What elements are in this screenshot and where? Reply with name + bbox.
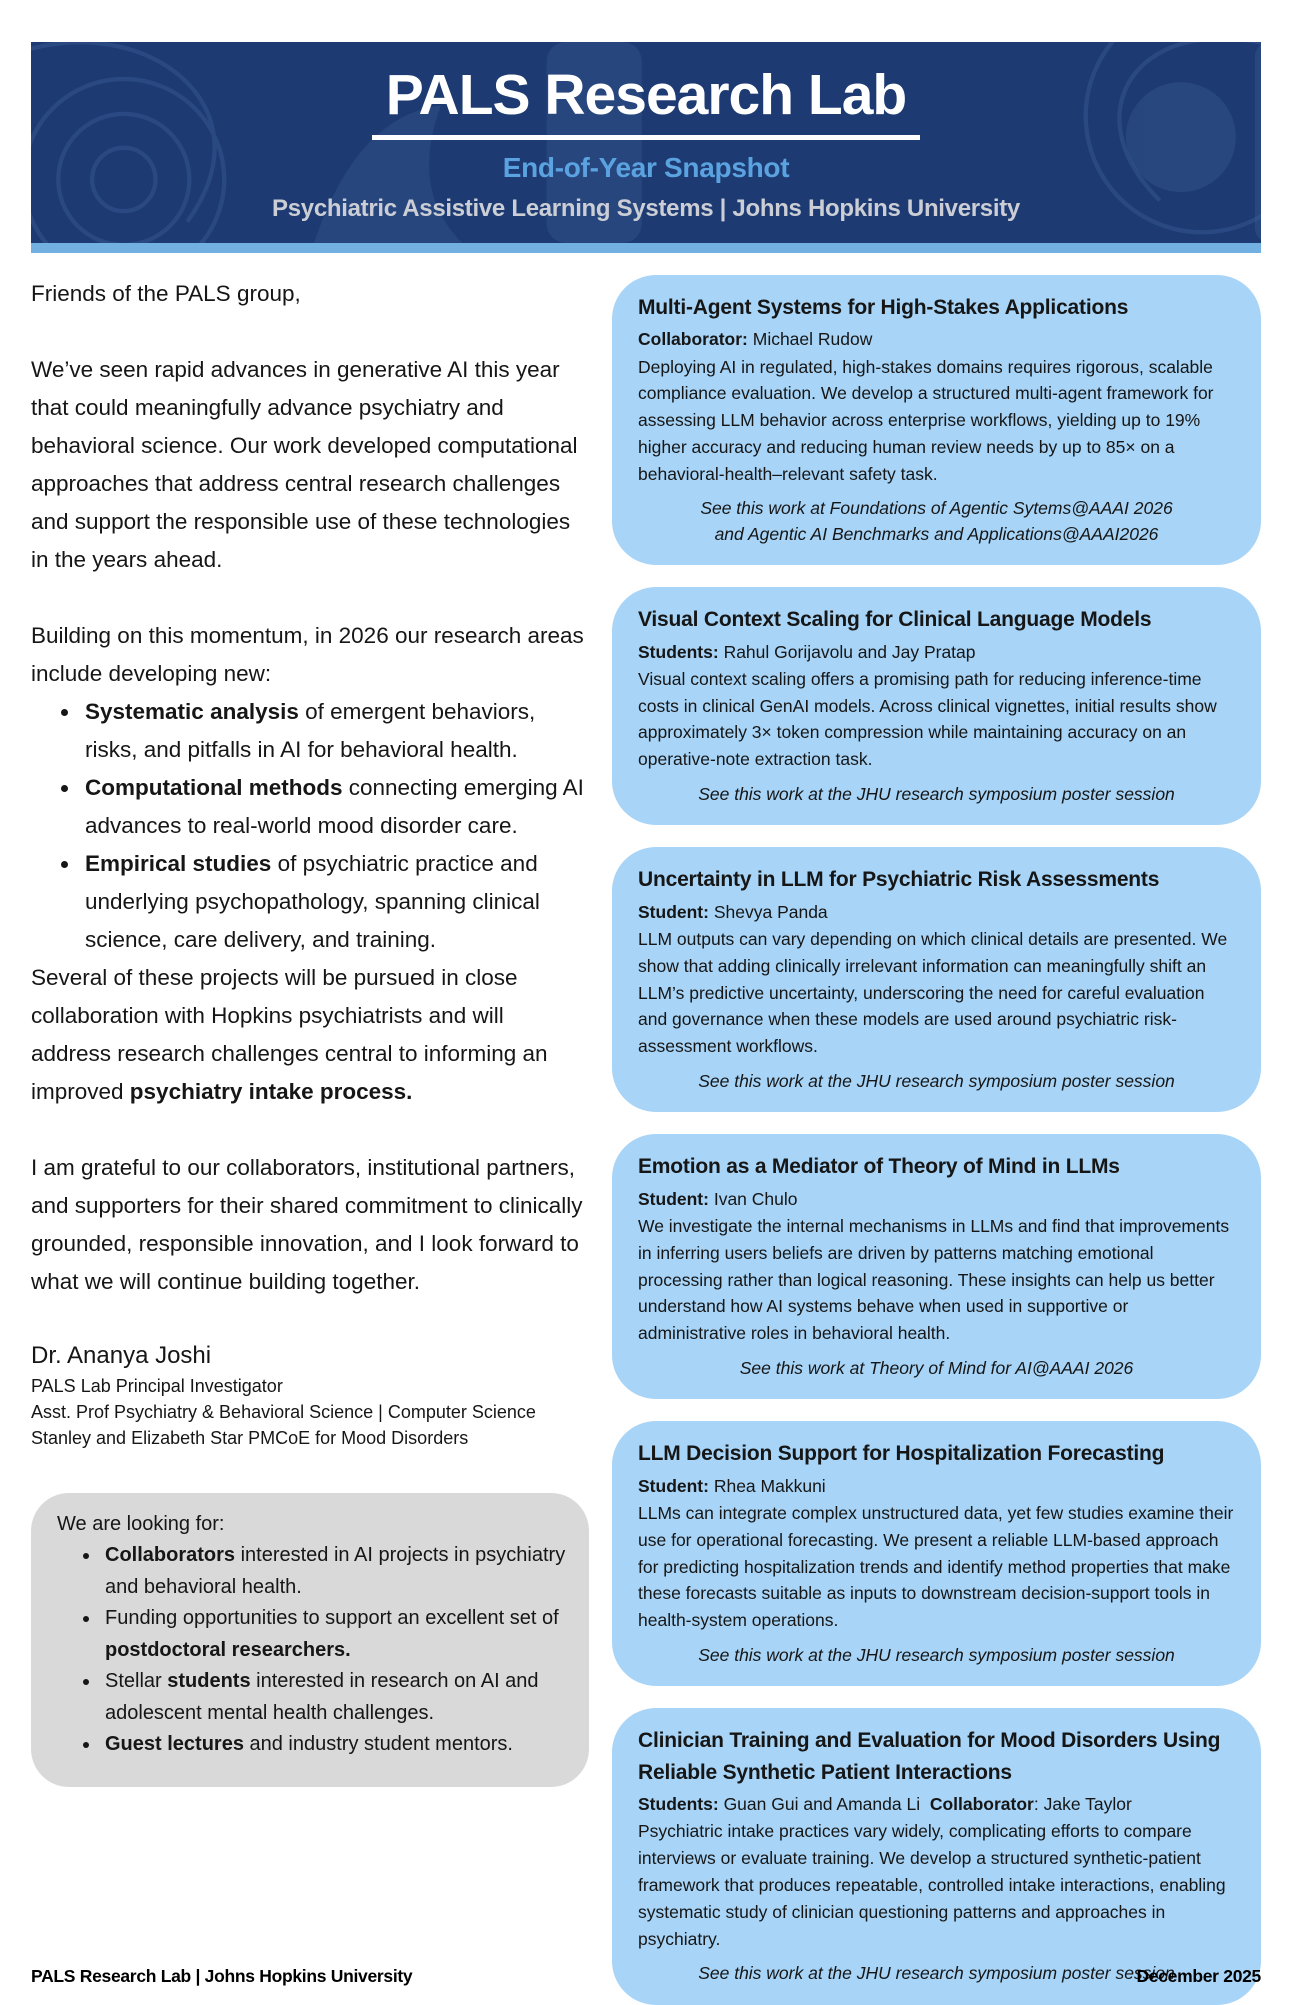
project-card <box>612 587 1261 825</box>
signature-name: Dr. Ananya Joshi <box>31 1341 212 1369</box>
footer-lab-name: PALS Research Lab | Johns Hopkins University <box>31 1966 413 1986</box>
letter-paragraph-collaboration: Several of these projects will be pursued in close collaboration with Hopkins psychiatrists and will address research challenges central to informing an improved psychiatry intake process. <box>31 964 548 1104</box>
letter-paragraph-intro: We’ve seen rapid advances in generative AI this year that could meaningfully advance psychiatry and behavioral science. Our work developed computational approaches that address central research challenges and support the responsible use of these technologies in the years ahead. <box>31 356 578 572</box>
looking-for-item: • Stellar students interested in research on AI and adolescent mental health challenges. <box>101 1666 567 1729</box>
edition-subtitle: End-of-Year Snapshot <box>502 151 790 183</box>
project-venue: See this work at Foundations of Agentic Sytems@AAAI 2026 and Agentic AI Benchmarks and Applications@AAAI2026 <box>700 498 1173 544</box>
project-venue: See this work at the JHU research symposium poster session <box>698 1644 1175 1665</box>
project-venue: See this work at the JHU research symposium poster session <box>698 1963 1175 1984</box>
accent-bar <box>31 243 1261 253</box>
footer-date: December 2025 <box>1136 1966 1261 1986</box>
project-summary: LLM outputs can vary depending on which clinical details are presented. We show that adding clinically irrelevant information can meaningfully shift an LLM’s predictive uncertainty, underscoring the need for careful evaluation and governance when these models are used around psychiatric risk-assessment workflows. <box>638 929 1228 1057</box>
project-people: Collaborator: Michael Rudow <box>638 329 873 350</box>
project-title: Visual Context Scaling for Clinical Language Models <box>638 608 1152 632</box>
project-summary: LLMs can integrate complex unstructured data, yet few studies examine their use for operational forecasting. We present a reliable LLM-based approach for predicting hospitalization trends and identify method properties that make these forecasts suitable as inputs to downstream decision-support tools in health-system operations. <box>638 1503 1234 1631</box>
signature-center: Stanley and Elizabeth Star PMCoE for Mood Disorders <box>31 1427 469 1448</box>
newsletter-header <box>31 42 1261 243</box>
research-area-item: • Computational methods connecting emerging AI advances to real-world mood disorder care. <box>81 769 587 845</box>
page-footer <box>31 1966 1261 1987</box>
project-venue: See this work at the JHU research symposium poster session <box>698 1070 1175 1091</box>
project-card <box>612 1134 1261 1399</box>
project-summary: We investigate the internal mechanisms in LLMs and find that improvements in inferring users beliefs are driven by patterns matching emotional processing rather than logical reasoning. These insights can help us better understand how AI systems behave when used in supportive or administrative roles in behavioral health. <box>638 1216 1230 1344</box>
lab-title: PALS Research Lab <box>372 66 920 140</box>
looking-for-heading: We are looking for: <box>57 1512 225 1535</box>
project-venue: See this work at the JHU research symposium poster session <box>698 783 1175 804</box>
project-summary: Psychiatric intake practices vary widely, complicating efforts to compare interviews or evaluate training. We develop a structured synthetic-patient framework that produces repeatable, controlled intake interactions, enabling systematic study of clinician questioning patterns and approaches in psychiatry. <box>638 1821 1226 1949</box>
salutation: Friends of the PALS group, <box>31 280 301 306</box>
project-people: Student: Rhea Makkuni <box>638 1475 826 1496</box>
project-venue: See this work at Theory of Mind for AI@AAAI 2026 <box>739 1357 1134 1378</box>
signature-affiliation: Asst. Prof Psychiatry & Behavioral Science | Computer Science <box>31 1401 536 1422</box>
project-card <box>612 1421 1261 1686</box>
letter-paragraph-momentum: Building on this momentum, in 2026 our research areas include developing new: <box>31 622 584 686</box>
looking-for-box <box>31 1493 589 1787</box>
signature-block <box>31 1339 587 1451</box>
project-people: Student: Ivan Chulo <box>638 1188 798 1209</box>
letter-column <box>31 275 587 1787</box>
content-columns <box>31 275 1261 2005</box>
project-title: Multi-Agent Systems for High-Stakes Applications <box>638 295 1129 319</box>
project-title: Emotion as a Mediator of Theory of Mind in LLMs <box>638 1155 1120 1179</box>
project-summary: Visual context scaling offers a promising path for reducing inference-time costs in clinical GenAI models. Across clinical vignettes, initial results show approximately 3× token compression while maintaining accuracy on an operative-note extraction task. <box>638 668 1217 770</box>
project-card <box>612 1708 1261 2004</box>
project-title: Clinician Training and Evaluation for Mood Disorders Using Reliable Synthetic Patient Interactions <box>638 1729 1221 1784</box>
signature-role: PALS Lab Principal Investigator <box>31 1375 283 1396</box>
research-area-item: • Systematic analysis of emergent behaviors, risks, and pitfalls in AI for behavioral health. <box>81 693 587 769</box>
projects-column <box>612 275 1261 2005</box>
research-area-item: • Empirical studies of psychiatric practice and underlying psychopathology, spanning clinical science, care delivery, and training. <box>81 845 587 959</box>
project-summary: Deploying AI in regulated, high-stakes domains requires rigorous, scalable compliance evaluation. We develop a structured multi-agent framework for assessing LLM behavior across enterprise workflows, yielding up to 19% higher accuracy and reducing human review needs by up to 85× on a behavioral-health–relevant safety task. <box>638 356 1214 484</box>
looking-for-item: • Guest lectures and industry student mentors. <box>101 1729 567 1761</box>
project-people: Students: Guan Gui and Amanda Li Collaborator: Jake Taylor <box>638 1794 1132 1815</box>
project-people: Students: Rahul Gorijavolu and Jay Pratap <box>638 641 976 662</box>
project-people: Student: Shevya Panda <box>638 901 828 922</box>
lab-tagline: Psychiatric Assistive Learning Systems | Johns Hopkins University <box>272 194 1020 222</box>
looking-for-list <box>57 1540 567 1761</box>
project-card <box>612 847 1261 1112</box>
letter-paragraph-gratitude: I am grateful to our collaborators, institutional partners, and supporters for their shared commitment to clinically grounded, responsible innovation, and I look forward to what we will continue building together. <box>31 1154 583 1294</box>
looking-for-item: • Collaborators interested in AI projects in psychiatry and behavioral health. <box>101 1540 567 1603</box>
header-text-group <box>31 63 1261 223</box>
looking-for-item: • Funding opportunities to support an excellent set of postdoctoral researchers. <box>101 1603 567 1666</box>
research-areas-list <box>31 693 587 959</box>
project-title: LLM Decision Support for Hospitalization Forecasting <box>638 1442 1165 1466</box>
project-title: Uncertainty in LLM for Psychiatric Risk Assessments <box>638 868 1160 892</box>
project-card <box>612 275 1261 565</box>
